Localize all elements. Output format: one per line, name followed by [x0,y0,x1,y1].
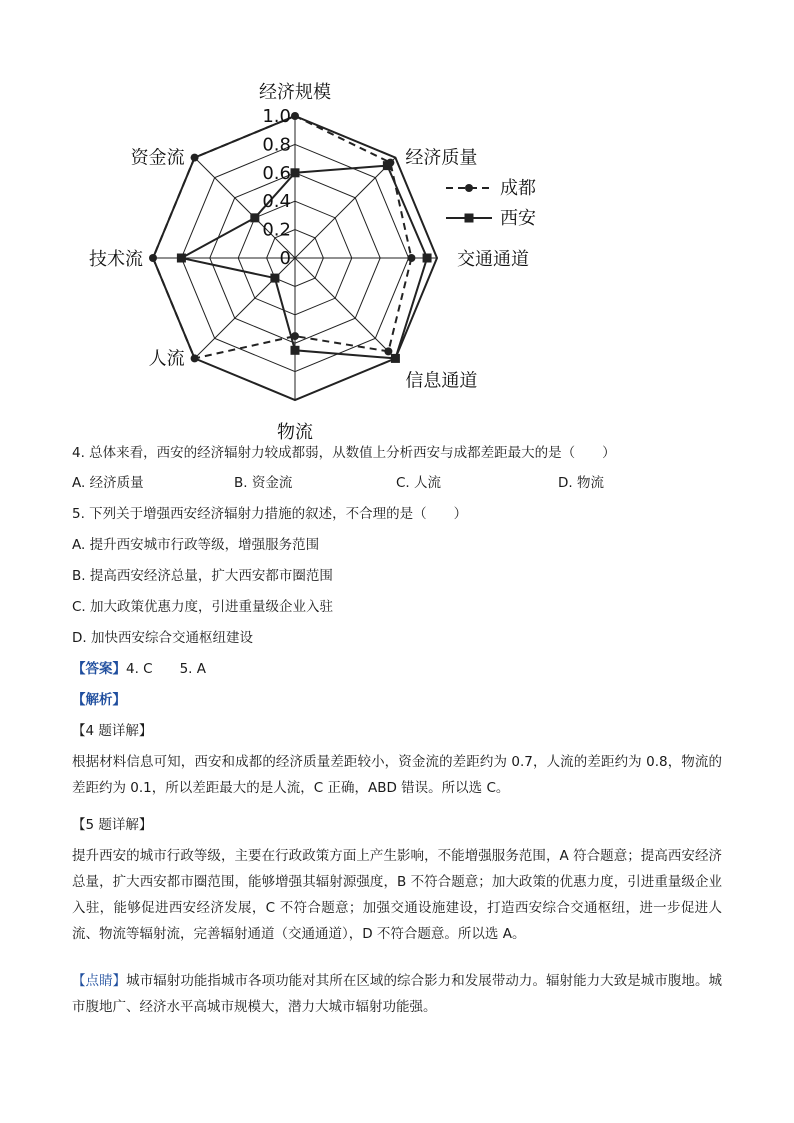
tip-text: 城市辐射功能指城市各项功能对其所在区域的综合影力和发展带动力。辐射能力大致是城市腹地。城市腹地广、经济水平高城市规模大，潜力大城市辐射功能强。 [72,973,723,1015]
series-point-1-7 [250,213,259,222]
tick-label: 1.0 [262,106,291,127]
tick-label: 0.2 [262,219,291,241]
series-point-1-6 [177,254,186,263]
series-point-0-0 [291,112,299,120]
q4-option-b: B. 资金流 [234,475,293,491]
axis-label: 物流 [277,422,313,443]
tick-label: 0.4 [262,191,291,213]
axis-label: 资金流 [130,147,185,169]
q5-option-d: D. 加快西安综合交通枢纽建设 [72,630,253,646]
axis-label: 人流 [148,348,185,370]
axis-label: 信息通道 [405,370,478,392]
detail4-text: 根据材料信息可知，西安和成都的经济质量差距较小，资金流的差距约为 0.7，人流的差距约为 0.8，物流的差距约为 0.1，所以差距最大的是人流，C 正确，ABD 错误。所以选 C。 [72,754,722,796]
analysis-tag: 【解析】 [72,692,126,708]
radar-chart-svg [70,70,550,443]
series-point-0-5 [191,354,199,362]
series-line-1 [181,166,427,359]
q5-option-c: C. 加大政策优惠力度，引进重量级企业入驻 [72,599,334,615]
series-point-0-2 [407,254,415,262]
q4-stem: 4. 总体来看，西安的经济辐射力较成都弱，从数值上分析西安与成都差距最大的是（ ） [72,445,616,461]
tip-paragraph [72,968,722,1020]
detail4-tag: 【4 题详解】 [72,723,153,739]
answer-tag: 【答案】 [72,661,126,677]
legend [446,178,536,229]
q5-stem: 5. 下列关于增强西安经济辐射力措施的叙述，不合理的是（ ） [72,506,468,522]
q5-option-a: A. 提升西安城市行政等级，增强服务范围 [72,537,320,553]
series-point-1-5 [270,274,279,283]
legend-label-0: 成都 [500,178,536,199]
tick-label: 0.8 [262,134,291,156]
series-point-1-2 [423,254,432,263]
axis-label: 经济规模 [259,82,331,103]
tip-tag: 【点睛】 [72,973,127,989]
tick-label: 0.6 [262,162,291,184]
answer-text: 4. C 5. A [126,661,207,677]
series-point-0-7 [191,154,199,162]
series-point-1-4 [291,346,300,355]
series-point-1-3 [391,354,400,363]
answer-line [72,659,722,679]
series-point-1-0 [291,168,300,177]
q5-option-b: B. 提高西安经济总量，扩大西安都市圈范围 [72,568,333,584]
q4-option-a: A. 经济质量 [72,475,144,491]
legend-marker-1 [465,214,474,223]
series-point-0-6 [149,254,157,262]
axis-label: 交通通道 [457,249,529,270]
q4-option-c: C. 人流 [396,475,442,491]
radar-chart [70,70,550,443]
detail5-text: 提升西安的城市行政等级，主要在行政政策方面上产生影响，不能增强服务范围，A 符合题意；提高西安经济总量，扩大西安都市圈范围，能够增强其辐射源强度，B 不符合题意；加大政策的优惠力度，引进重量级企业入驻，能够促进西安经济发展，C 不符合题意；加强交通设施建设，打造西安综合交通枢纽，进一步促进人流、物流等辐射流，完善辐射通道（交通通道），D 不符合题意。所以选 A。 [72,848,722,942]
legend-label-1: 西安 [500,208,536,229]
analysis-line [72,690,722,710]
axis-label: 技术流 [89,249,143,270]
tick-label: 0 [279,248,291,269]
axis-label: 经济质量 [405,147,478,169]
q4-option-d: D. 物流 [558,475,604,491]
legend-marker-0 [465,184,473,192]
series-point-1-1 [383,161,392,170]
detail5-tag: 【5 题详解】 [72,817,153,833]
radar-tick-labels [262,106,291,269]
